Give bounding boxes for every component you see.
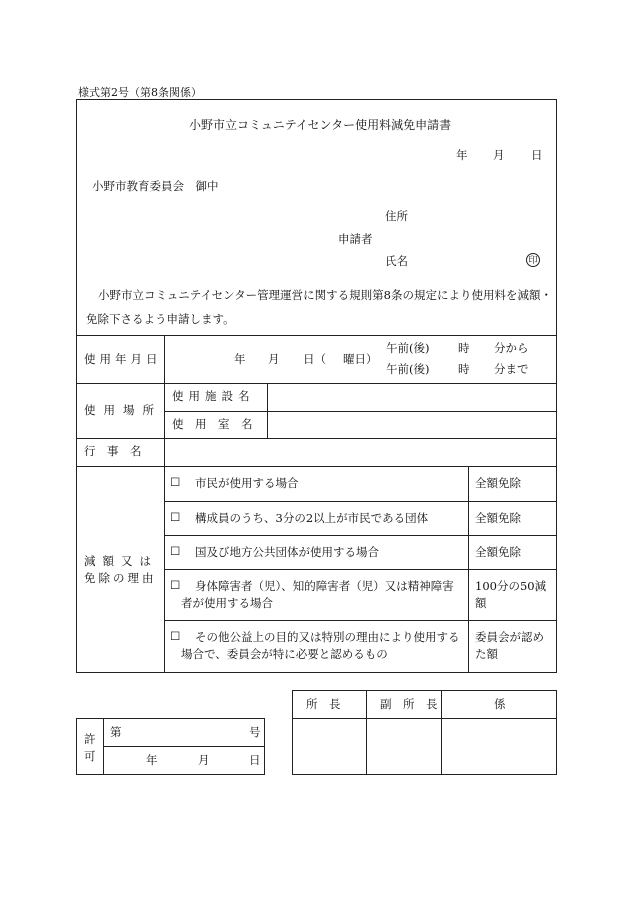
reason-result: 全額免除 <box>475 545 521 559</box>
table-line <box>164 335 165 673</box>
reason-result: 全額免除 <box>475 476 521 490</box>
permit-day: 日 <box>249 753 261 767</box>
table-line <box>164 620 557 621</box>
vice-director-label: 副 所 長 <box>380 697 438 711</box>
reason-text: その他公益上の目的又は特別の理由により使用する場合で、委員会が特に必要と認めるもの <box>181 630 460 661</box>
usage-date-day: 日（ <box>303 352 326 366</box>
table-line <box>366 690 367 775</box>
usage-date-label: 使用年月日 <box>84 352 162 366</box>
usage-date-month: 月 <box>268 352 280 366</box>
addressee: 小野市教育委員会 御中 <box>92 179 219 193</box>
usage-date-year: 年 <box>234 352 246 366</box>
start-minute: 分から <box>494 341 529 355</box>
usage-place-label: 使用場所 <box>84 403 162 417</box>
permit-go: 号 <box>249 725 261 739</box>
seal-mark: 印 <box>526 253 540 267</box>
reason-result: 全額免除 <box>475 511 521 525</box>
table-line <box>103 746 265 747</box>
permit-dai: 第 <box>110 725 122 739</box>
table-line <box>76 383 557 384</box>
reason-checkbox[interactable]: ☐ <box>170 475 181 489</box>
permit-month: 月 <box>198 753 210 767</box>
end-minute: 分まで <box>494 362 529 376</box>
form-title: 小野市立コミュニテイセンター使用料減免申請書 <box>189 118 452 132</box>
table-line <box>164 535 557 536</box>
start-hour: 時 <box>458 341 470 355</box>
table-line <box>267 383 268 438</box>
reason-result: 100分の50減額 <box>475 579 547 610</box>
applicant-label: 申請者 <box>338 232 373 246</box>
reason-checkbox[interactable]: ☐ <box>170 544 181 558</box>
date-year: 年 <box>456 148 468 162</box>
table-line <box>76 438 557 439</box>
table-line <box>76 335 557 336</box>
end-hour: 時 <box>458 362 470 376</box>
table-line <box>164 411 557 412</box>
request-text: 小野市立コミュニテイセンター管理運営に関する規則第8条の規定により使用料を減額・免除下さるよう申請します。 <box>86 288 552 326</box>
reason-checkbox[interactable]: ☐ <box>170 510 181 524</box>
date-day: 日 <box>531 148 543 162</box>
reason-checkbox[interactable]: ☐ <box>170 629 181 643</box>
permit-label: 許可 <box>84 732 96 763</box>
permit-year: 年 <box>146 753 158 767</box>
director-label: 所 長 <box>306 697 341 711</box>
end-ampm: 午前(後) <box>386 362 430 376</box>
facility-name-label: 使用施設名 <box>172 389 255 403</box>
reason-text: 身体障害者（児）、知的障害者（児）又は精神障害者が使用する場合 <box>181 579 454 610</box>
room-name-label: 使 用 室 名 <box>172 417 253 431</box>
reason-text: 構成員のうち、3分の2以上が市民である団体 <box>195 511 429 525</box>
usage-date-weekday: 曜日） <box>343 352 378 366</box>
table-line <box>164 501 557 502</box>
table-line <box>441 690 442 775</box>
event-name-label: 行 事 名 <box>84 444 142 458</box>
address-label: 住所 <box>385 209 408 223</box>
date-month: 月 <box>493 148 505 162</box>
reason-text: 市民が使用する場合 <box>195 476 299 490</box>
table-line <box>468 466 469 673</box>
table-line <box>292 718 557 719</box>
start-ampm: 午前(後) <box>386 341 430 355</box>
name-label: 氏名 <box>385 254 408 268</box>
reason-result: 委員会が認めた額 <box>475 630 544 661</box>
table-line <box>164 569 557 570</box>
reason-checkbox[interactable]: ☐ <box>170 578 181 592</box>
form-number: 様式第2号（第8条関係） <box>78 86 202 99</box>
reason-label-line1: 減額又は <box>84 554 158 568</box>
staff-label: 係 <box>494 697 506 711</box>
table-line <box>76 466 557 467</box>
reason-label-line2: 免除の理由 <box>84 571 157 585</box>
reason-text: 国及び地方公共団体が使用する場合 <box>195 545 379 559</box>
